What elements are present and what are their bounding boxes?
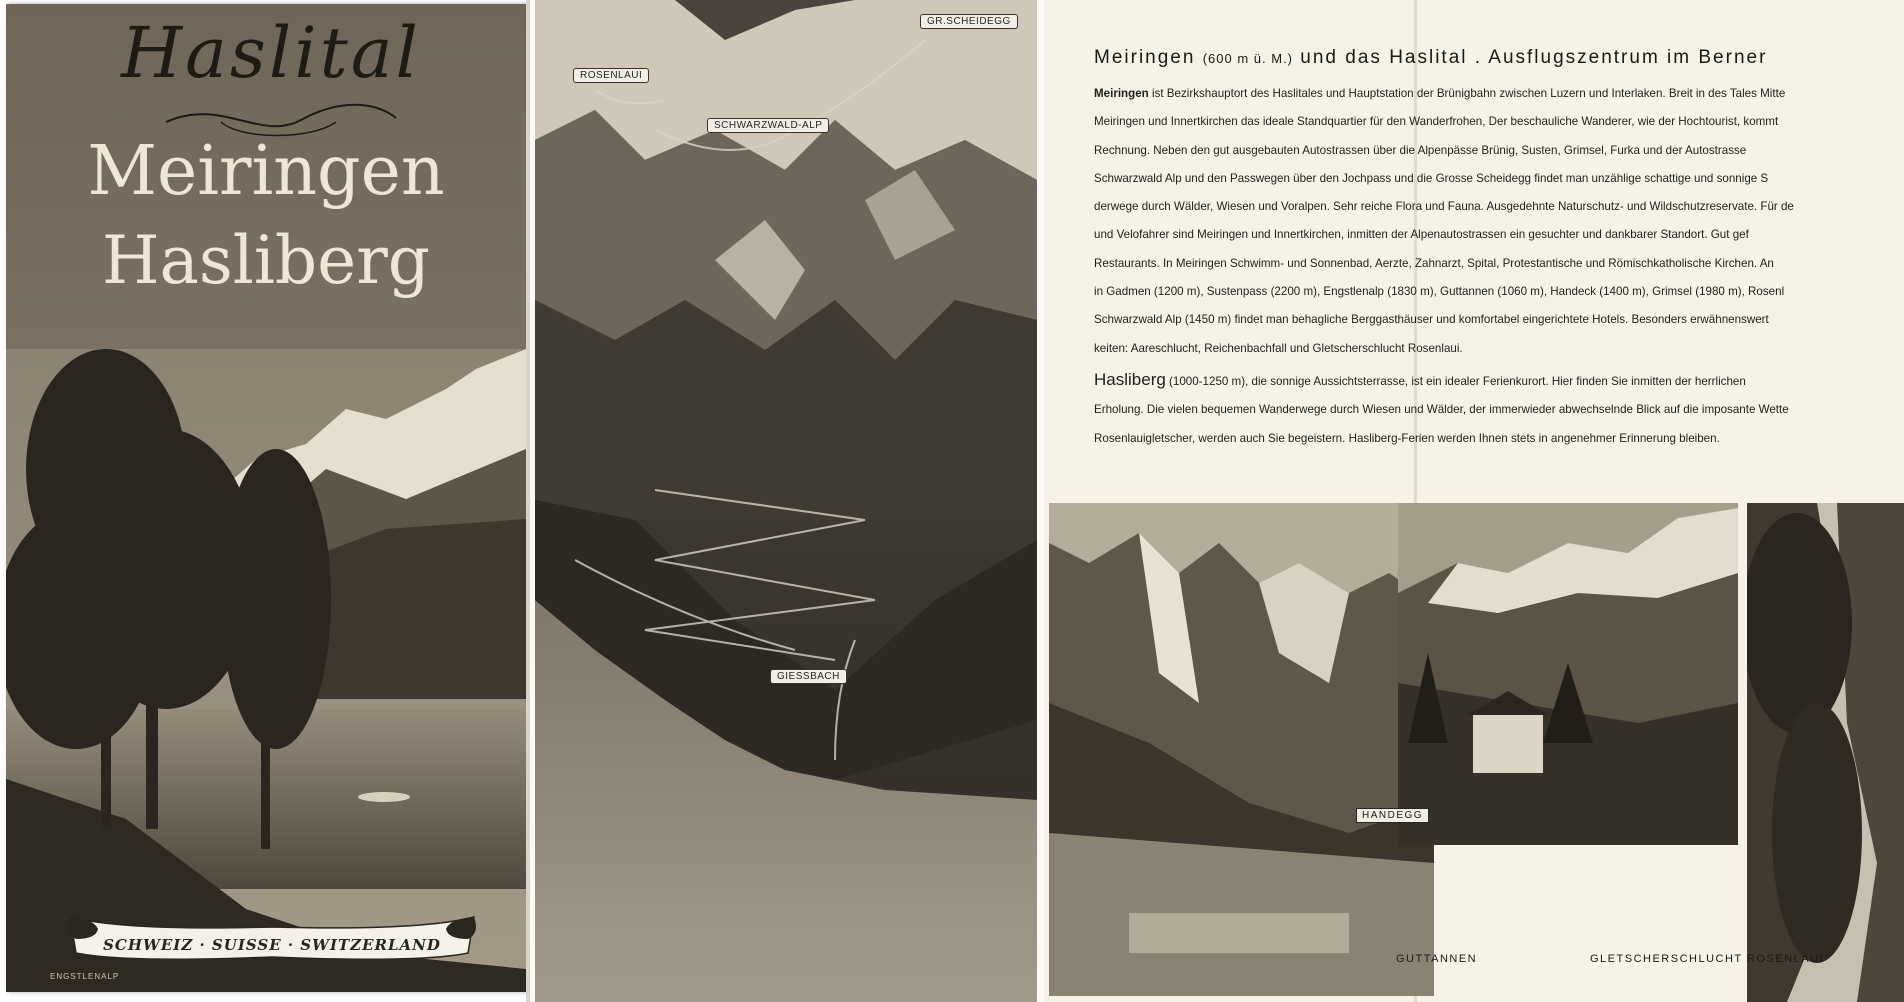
relief-map-panel	[535, 0, 1037, 1002]
photo-guttannen	[1049, 503, 1434, 996]
text-line: Rechnung. Neben den gut ausgebauten Autostrassen über die Alpenpässe Brünig, Susten, Grimsel, Furka und der Autostrasse	[1094, 143, 1747, 157]
paragraph-meiringen	[1094, 80, 1904, 363]
map-label-schwarzwald-alp: SCHWARZWALD-ALP	[707, 118, 829, 133]
text-line: Schwarzwald Alp (1450 m) findet man behagliche Berggasthäuser und komfortabel eingerichtete Hotels. Besonders erwähnenswert	[1094, 313, 1769, 327]
text-line	[1094, 80, 1904, 108]
map-label-rosenlaui: ROSENLAUI	[573, 68, 649, 83]
cover-script-title: Haslital	[121, 12, 421, 94]
text-line: derwege durch Wälder, Wiesen und Voralpen. Sehr reiche Flora und Fauna. Ausgedehnte Naturschutz- und Wildschutzreservate. Für de	[1094, 200, 1794, 214]
cover-panel	[0, 0, 530, 1002]
info-text-panel	[1044, 0, 1904, 1002]
text-line: und Velofahrer sind Meiringen und Innertkirchen, inmitten der Alpenautostrassen ein gesuchter und dankbarer Standort. Gut gef	[1094, 228, 1749, 242]
fold-edge	[526, 0, 530, 1002]
cover-banner-text: SCHWEIZ · SUISSE · SWITZERLAND	[103, 936, 441, 954]
map-label-gr-scheidegg: GR.SCHEIDEGG	[920, 14, 1018, 29]
lead-hasliberg: Hasliberg	[1094, 370, 1166, 389]
photo-label-handegg: HANDEGG	[1356, 808, 1429, 823]
paragraph-hasliberg	[1094, 366, 1904, 453]
text-line: Schwarzwald Alp und den Passwegen über den Jochpass und die Grosse Scheidegg findet man unzählige schattige und sonnige S	[1094, 171, 1769, 185]
text-line: Erholung. Die vielen bequemen Wanderwege durch Wiesen und Wälder, der immerwieder abwechselnde Blick auf die imposante Wette	[1094, 403, 1789, 417]
text-line-rest: ist Bezirkshauptort des Haslitales und Hauptstation der Brünigbahn zwischen Luzern und Interlaken. Breit in des Tales Mitte	[1148, 87, 1786, 100]
photo-gletscherschlucht	[1747, 503, 1904, 1002]
page-heading	[1094, 47, 1767, 69]
cover-photo-credit: ENGSTLENALP	[50, 972, 120, 981]
text-line: Meiringen und Innertkirchen das ideale Standquartier für den Wanderfrohen, Der beschauliche Wanderer, wie der Hochtourist, kommt	[1094, 115, 1779, 129]
text-line: Restaurants. In Meiringen Schwimm- und Sonnenbad, Aerzte, Zahnarzt, Spital, Protestantische und Römischkatholische Kirchen. An	[1094, 256, 1774, 270]
relief-map-image	[535, 0, 1037, 1002]
text-line: keiten: Aareschlucht, Reichenbachfall und Gletscherschlucht Rosenlaui.	[1094, 341, 1463, 355]
lead-meiringen: Meiringen	[1094, 87, 1149, 100]
photo-handegg	[1398, 503, 1738, 845]
text-line-rest: (1000-1250 m), die sonnige Aussichtsterrasse, ist ein idealer Ferienkurort. Hier finden Sie inmitten der herrlichen	[1165, 375, 1746, 388]
cover-paper	[6, 4, 526, 992]
photo-label-gletscherschlucht: GLETSCHERSCHLUCHT ROSENLAUI	[1590, 953, 1825, 965]
photo-label-guttannen: GUTTANNEN	[1396, 953, 1478, 965]
text-line	[1094, 366, 1904, 396]
cover-title-hasliberg: Hasliberg	[101, 222, 431, 299]
heading-elevation: (600 m ü. M.)	[1202, 51, 1294, 66]
heading-meiringen: Meiringen	[1094, 47, 1196, 68]
cover-lake-photo	[6, 349, 526, 992]
cover-title-meiringen: Meiringen	[87, 132, 445, 211]
heading-rest: und das Haslital . Ausflugszentrum im Berner	[1300, 47, 1768, 68]
text-line: Rosenlauigletscher, werden auch Sie begeistern. Hasliberg-Ferien werden Ihnen stets in angenehmer Erinnerung bleiben.	[1094, 431, 1720, 445]
map-label-giessbach: GIESSBACH	[770, 669, 847, 684]
text-line: in Gadmen (1200 m), Sustenpass (2200 m), Engstlenalp (1830 m), Guttannen (1060 m), Handeck (1400 m), Grimsel (1980 m), Rosenl	[1094, 285, 1785, 299]
